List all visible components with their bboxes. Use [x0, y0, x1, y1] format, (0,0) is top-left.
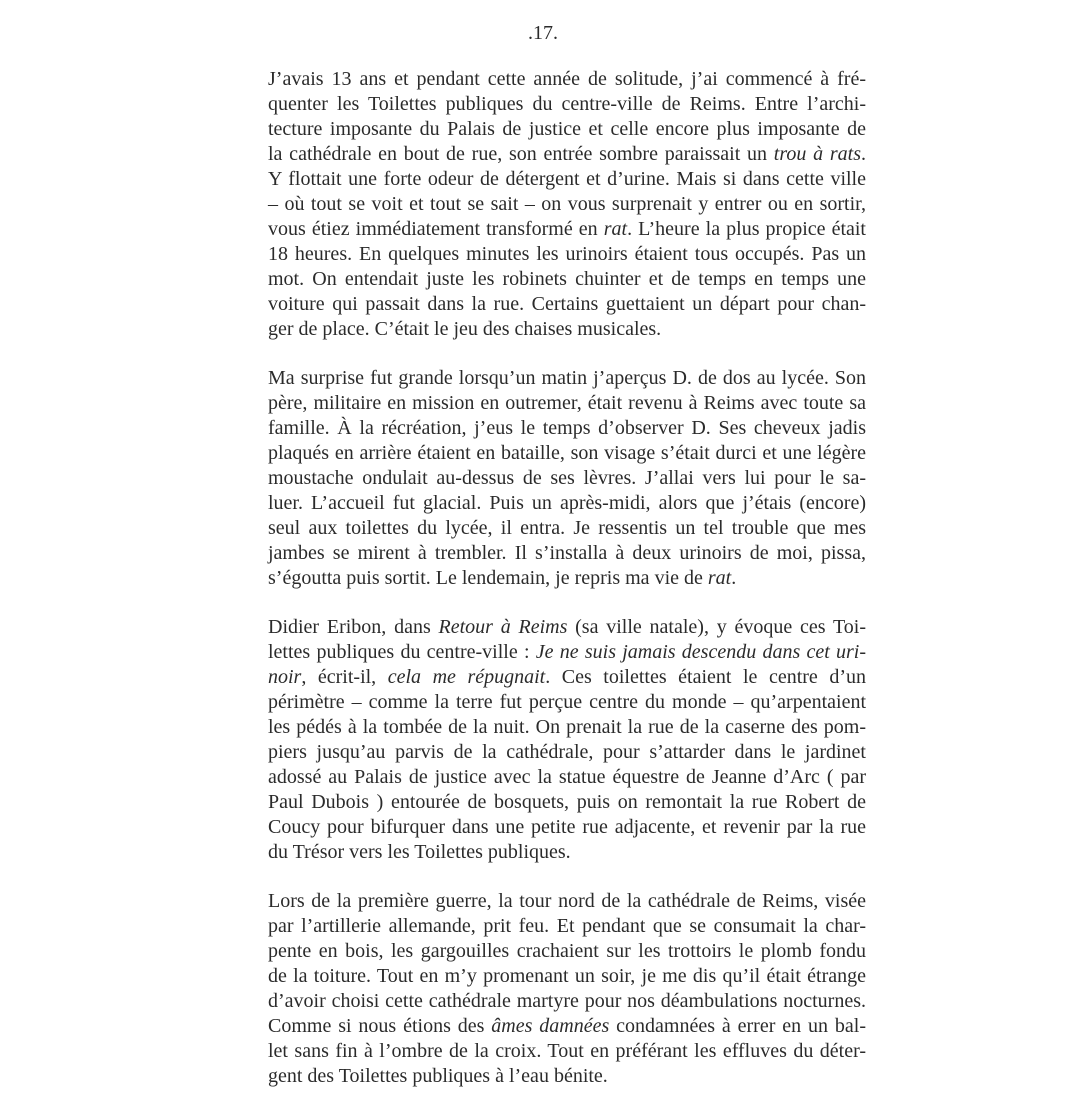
text-segment: (sa ville natale), y évoque ces Toi-: [567, 616, 866, 638]
text-line: [268, 914, 866, 939]
text-line: [268, 92, 866, 117]
italic-text: rat: [707, 567, 732, 589]
text-segment: 18 heures. En quelques minutes les urinoirs étaient tous occupés. Pas un: [268, 243, 866, 265]
page-number: .17.: [528, 22, 558, 44]
text-line: [268, 640, 866, 665]
text-segment: quenter les Toilettes publiques du centre-ville de Reims. Entre l’archi-: [268, 93, 866, 115]
text-line: [268, 192, 866, 217]
text-line: [268, 665, 866, 690]
text-line: [268, 292, 866, 317]
text-segment: plaqués en arrière étaient en bataille, son visage s’était durci et une légère: [268, 442, 866, 464]
paragraph: [268, 366, 866, 591]
text-line: [268, 989, 866, 1014]
italic-text: noir: [268, 666, 302, 688]
text-segment: d’avoir choisi cette cathédrale martyre pour nos déambulations nocturnes.: [268, 990, 866, 1012]
text-segment: les pédés à la tombée de la nuit. On prenait la rue de la caserne des pom-: [268, 716, 866, 738]
text-segment: tecture imposante du Palais de justice et celle encore plus imposante de: [268, 118, 866, 140]
text-line: [268, 117, 866, 142]
text-segment: Y flottait une forte odeur de détergent et d’urine. Mais si dans cette ville: [268, 168, 866, 190]
text-line: [268, 491, 866, 516]
text-segment: ger de place. C’était le jeu des chaises musicales.: [268, 318, 662, 340]
text-segment: Comme si nous étions des: [268, 1015, 492, 1037]
text-segment: Coucy pour bifurquer dans une petite rue adjacente, et revenir par la rue: [268, 816, 866, 838]
text-line: [268, 242, 866, 267]
text-column: [268, 67, 866, 1089]
text-line: [268, 441, 866, 466]
text-segment: Lors de la première guerre, la tour nord de la cathédrale de Reims, visée: [268, 890, 866, 912]
paragraph-gap: [268, 342, 866, 366]
text-segment: lettes publiques du centre-ville :: [268, 641, 536, 663]
text-line: [268, 217, 866, 242]
text-segment: .: [731, 567, 737, 589]
text-line: [268, 1014, 866, 1039]
text-segment: pente en bois, les gargouilles crachaient sur les trottoirs le plomb fondu: [268, 940, 866, 962]
text-segment: jambes se mirent à trembler. Il s’installa à deux urinoirs de moi, pissa,: [268, 542, 866, 564]
text-segment: la cathédrale en bout de rue, son entrée sombre paraissait un: [268, 143, 774, 165]
text-line: [268, 391, 866, 416]
text-segment: mot. On entendait juste les robinets chuinter et de temps en temps une: [268, 268, 866, 290]
text-segment: seul aux toilettes du lycée, il entra. Je ressentis un tel trouble que mes: [268, 517, 866, 539]
text-line: [268, 142, 866, 167]
text-line: [268, 466, 866, 491]
text-segment: vous étiez immédiatement transformé en: [268, 218, 604, 240]
text-line: [268, 840, 866, 865]
italic-text: Je ne suis jamais descendu dans cet uri-: [535, 641, 866, 663]
text-segment: Didier Eribon, dans: [268, 616, 439, 638]
text-line: [268, 167, 866, 192]
text-segment: . L’heure la plus propice était: [627, 218, 866, 240]
text-segment: voiture qui passait dans la rue. Certains guettaient un départ pour chan-: [268, 293, 866, 315]
text-line: [268, 939, 866, 964]
text-line: [268, 317, 866, 342]
text-segment: piers jusqu’au parvis de la cathédrale, pour s’attarder dans le jardinet: [268, 741, 866, 763]
italic-text: trou à rats: [773, 143, 861, 165]
italic-text: âmes damnées: [491, 1015, 610, 1037]
text-segment: périmètre – comme la terre fut perçue centre du monde – qu’arpentaient: [268, 691, 866, 713]
text-line: [268, 67, 866, 92]
text-segment: de la toiture. Tout en m’y promenant un soir, je me dis qu’il était étrange: [268, 965, 866, 987]
paragraph-gap: [268, 865, 866, 889]
text-segment: Paul Dubois ) entourée de bosquets, puis on remontait la rue Robert de: [268, 791, 866, 813]
text-segment: – où tout se voit et tout se sait – on vous surprenait y entrer ou en sortir,: [268, 193, 866, 215]
italic-text: rat: [603, 218, 628, 240]
text-segment: adossé au Palais de justice avec la statue équestre de Jeanne d’Arc ( par: [268, 766, 866, 788]
text-segment: condamnées à errer en un bal-: [609, 1015, 866, 1037]
paragraph: [268, 889, 866, 1089]
text-line: [268, 715, 866, 740]
text-segment: père, militaire en mission en outremer, était revenu à Reims avec toute sa: [268, 392, 866, 414]
text-line: [268, 690, 866, 715]
text-line: [268, 541, 866, 566]
text-line: [268, 889, 866, 914]
paragraph: [268, 67, 866, 342]
text-line: [268, 815, 866, 840]
text-segment: luer. L’accueil fut glacial. Puis un après-midi, alors que j’étais (encore): [268, 492, 866, 514]
text-segment: famille. À la récréation, j’eus le temps d’observer D. Ses cheveux jadis: [268, 417, 866, 439]
text-line: [268, 1064, 866, 1089]
text-segment: J’avais 13 ans et pendant cette année de solitude, j’ai commencé à fré-: [268, 68, 866, 90]
text-segment: Ma surprise fut grande lorsqu’un matin j’aperçus D. de dos au lycée. Son: [268, 367, 866, 389]
text-segment: gent des Toilettes publiques à l’eau bénite.: [268, 1065, 608, 1087]
text-segment: par l’artillerie allemande, prit feu. Et pendant que se consumait la char-: [268, 915, 866, 937]
text-line: [268, 790, 866, 815]
paragraph-gap: [268, 591, 866, 615]
text-line: [268, 1039, 866, 1064]
text-line: [268, 416, 866, 441]
text-segment: let sans fin à l’ombre de la croix. Tout en préférant les effluves du déter-: [268, 1040, 866, 1062]
text-line: [268, 366, 866, 391]
text-line: [268, 516, 866, 541]
text-line: [268, 615, 866, 640]
text-line: [268, 964, 866, 989]
text-line: [268, 566, 866, 591]
text-segment: moustache ondulait au-dessus de ses lèvres. J’allai vers lui pour le sa-: [268, 467, 866, 489]
text-line: [268, 740, 866, 765]
text-segment: du Trésor vers les Toilettes publiques.: [268, 841, 571, 863]
paragraph: [268, 615, 866, 865]
text-line: [268, 765, 866, 790]
text-line: [268, 267, 866, 292]
italic-text: cela me répugnait: [387, 666, 546, 688]
text-segment: .: [861, 143, 866, 165]
italic-text: Retour à Reims: [438, 616, 568, 638]
text-segment: , écrit-il,: [301, 666, 388, 688]
text-segment: s’égoutta puis sortit. Le lendemain, je repris ma vie de: [268, 567, 708, 589]
text-segment: . Ces toilettes étaient le centre d’un: [545, 666, 867, 688]
